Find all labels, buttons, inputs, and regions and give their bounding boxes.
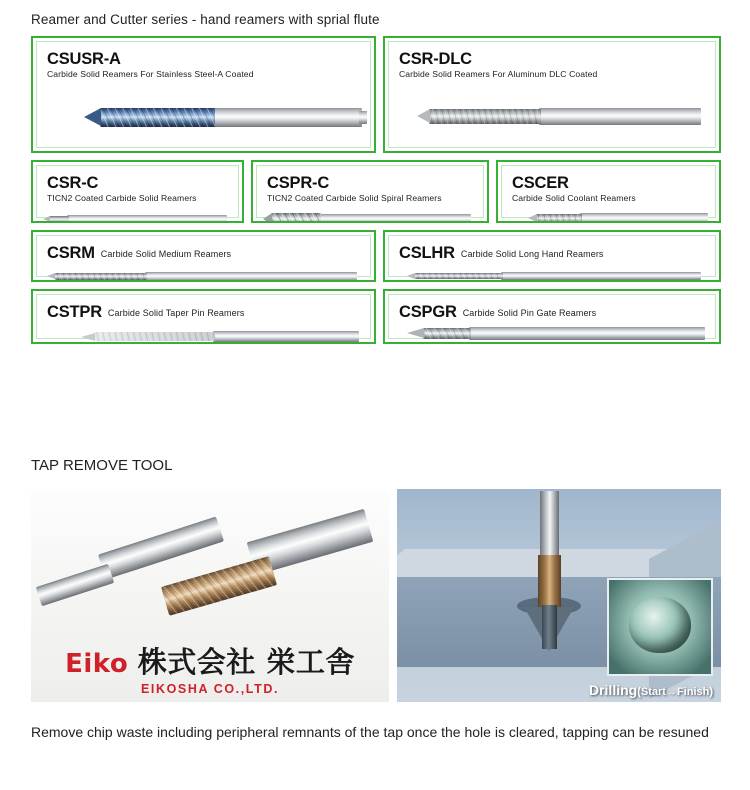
product-code: CSTPR <box>47 303 102 321</box>
product-code: CSRM <box>47 244 95 262</box>
product-description: Carbide Solid Long Hand Reamers <box>460 249 604 259</box>
product-code: CSPGR <box>399 303 457 321</box>
drilling-caption-main: Drilling <box>588 682 638 698</box>
product-description: Carbide Solid Taper Pin Reamers <box>107 308 245 318</box>
tap-core <box>542 605 557 649</box>
product-description: Carbide Solid Reamers For Aluminum DLC Coated <box>399 69 598 79</box>
card-text <box>47 244 231 263</box>
product-card-cstpr[interactable] <box>31 289 376 344</box>
card-text <box>399 50 597 79</box>
product-card-csr-dlc[interactable] <box>383 36 721 153</box>
product-code: CSR-DLC <box>399 50 472 68</box>
brand-subtitle: EIKOSHA CO.,LTD. <box>140 682 280 696</box>
product-card-cslhr[interactable] <box>383 230 721 282</box>
product-description: Carbide Solid Medium Reamers <box>100 249 232 259</box>
product-description: Carbide Solid Reamers For Stainless Steel-A Coated <box>47 69 254 79</box>
card-text <box>47 174 197 203</box>
product-description: TICN2 Coated Carbide Solid Reamers <box>47 193 197 203</box>
product-description: TICN2 Coated Carbide Solid Spiral Reamers <box>267 193 442 203</box>
photo-row <box>31 489 721 702</box>
product-card-cspgr[interactable] <box>383 289 721 344</box>
card-inner <box>36 165 239 218</box>
card-inner <box>256 165 484 218</box>
card-text <box>512 174 636 203</box>
drill-copper-helix <box>161 556 277 616</box>
tap-section-caption: Remove chip waste including peripheral remnants of the tap once the hole is cleared, tapping can be resuned <box>31 724 709 740</box>
drill-silver-shank <box>98 516 224 579</box>
card-inner <box>36 294 371 339</box>
inset-photo-chip <box>607 578 713 676</box>
brand-latin: Eiko <box>65 649 129 679</box>
product-code: CSUSR-A <box>47 50 121 68</box>
brand-name <box>31 640 389 681</box>
product-code: CSR-C <box>47 174 99 192</box>
tap-coated-section <box>538 555 561 611</box>
product-row-4 <box>31 289 721 351</box>
product-grid <box>31 36 721 351</box>
card-inner <box>36 41 371 148</box>
card-inner <box>501 165 716 218</box>
product-card-cscer[interactable] <box>496 160 721 223</box>
product-description: Carbide Solid Pin Gate Reamers <box>462 308 597 318</box>
product-row-3 <box>31 230 721 289</box>
card-inner <box>388 41 716 148</box>
product-row-2 <box>31 160 721 230</box>
card-text <box>399 244 604 263</box>
product-card-csrm[interactable] <box>31 230 376 282</box>
card-text <box>47 303 244 322</box>
card-text <box>399 303 596 322</box>
product-row-1 <box>31 36 721 160</box>
drilling-caption-sub: (Start→Finish) <box>637 686 713 698</box>
product-code: CSLHR <box>399 244 455 262</box>
product-code: CSCER <box>512 174 569 192</box>
chip-waste <box>629 597 691 653</box>
product-card-csr-c[interactable] <box>31 160 244 223</box>
photo-drills <box>31 489 389 702</box>
product-description: Carbide Solid Coolant Reamers <box>512 193 636 203</box>
tap-shank <box>540 491 559 559</box>
tap-remove-tool-heading: TAP REMOVE TOOL <box>31 457 173 474</box>
drill-silver-tip <box>36 564 114 607</box>
photo-tap-in-hole <box>397 489 721 702</box>
drilling-caption <box>493 682 713 698</box>
card-inner <box>388 294 716 339</box>
product-card-cspr-c[interactable] <box>251 160 489 223</box>
brand-block <box>31 640 389 696</box>
page-title: Reamer and Cutter series - hand reamers with sprial flute <box>31 12 380 27</box>
card-inner <box>388 235 716 277</box>
card-text <box>47 50 254 79</box>
card-text <box>267 174 442 203</box>
product-code: CSPR-C <box>267 174 330 192</box>
card-inner <box>36 235 371 277</box>
brand-japanese: 株式会社 栄工舎 <box>137 645 355 679</box>
product-card-csusr-a[interactable] <box>31 36 376 153</box>
